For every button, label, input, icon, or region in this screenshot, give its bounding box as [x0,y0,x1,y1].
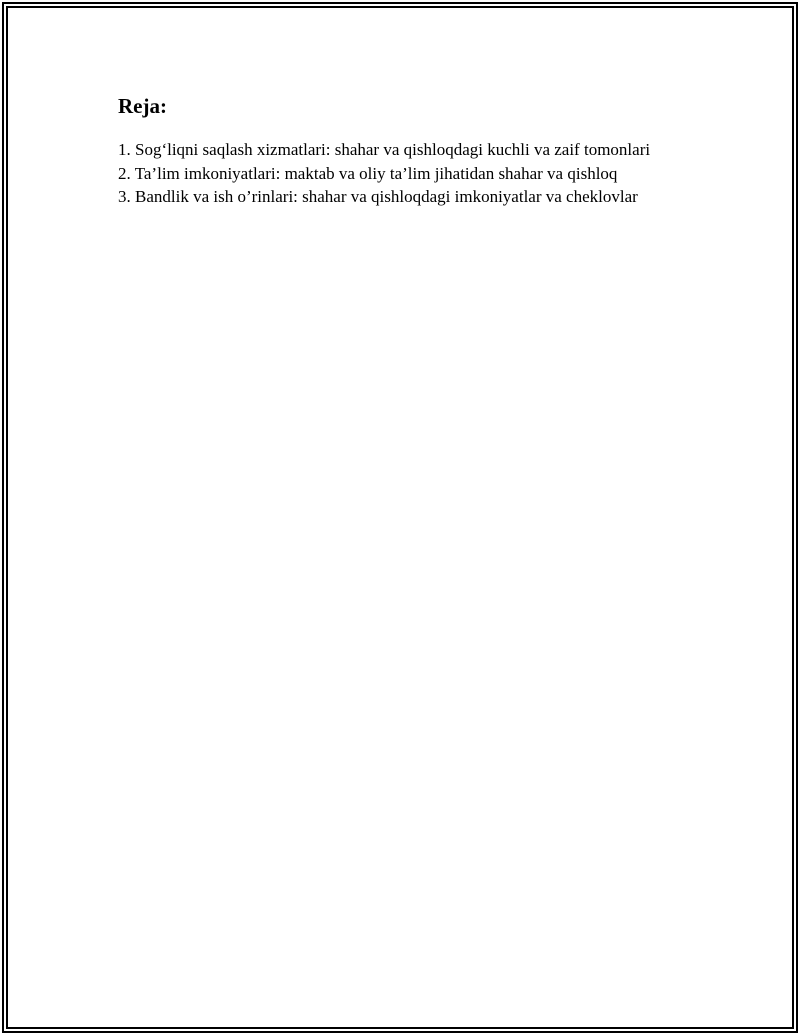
plan-item: 1. Sog‘liqni saqlash xizmatlari: shahar va qishloqdagi kuchli va zaif tomonlari [118,140,651,159]
plan-item: 2. Ta’lim imkoniyatlari: maktab va oliy ta’lim jihatidan shahar va qishloq [118,163,618,183]
plan-item: 3. Bandlik va ish o’rinlari: shahar va qishloqdagi imkoniyatlar va cheklovlar [118,187,638,206]
plan-list [118,138,688,209]
page-content [118,92,688,209]
plan-heading: Reja: [118,94,167,118]
